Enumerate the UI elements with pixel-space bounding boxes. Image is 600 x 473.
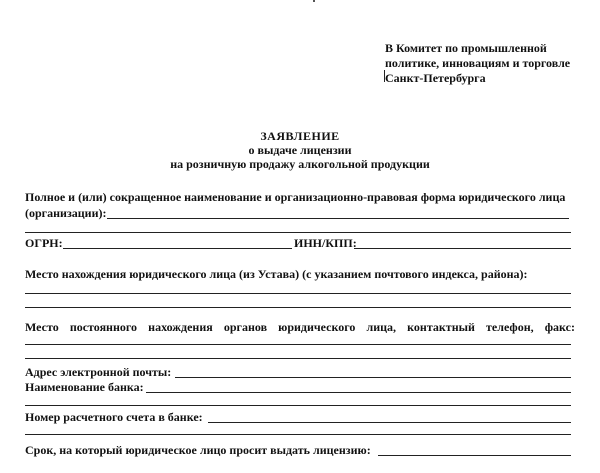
legal-address-field-line-1[interactable] [25,293,571,294]
bodies-location-field-line-1[interactable] [25,344,571,345]
org-name-label-2: (организации): [25,206,107,220]
bodies-location-label: Место постоянного нахождения органов юридического лица, контактный телефон, факс: [25,320,575,334]
document-title: ЗАЯВЛЕНИЕ [260,129,340,143]
bodies-location-field-line-2[interactable] [25,358,571,359]
org-name-label-1: Полное и (или) сокращенное наименование и организационно-правовая форма юридического лица [25,190,566,204]
ogrn-label: ОГРН: [25,236,63,250]
ogrn-field[interactable] [63,248,292,249]
legal-address-label: Место нахождения юридического лица (из Устава) (с указанием почтового индекса, района): [25,267,528,281]
recipient-line-1: В Комитет по промышленной [385,41,547,55]
document-subtitle-2: на розничную продажу алкогольной продукции [170,157,430,171]
top-tick-mark [313,0,315,2]
account-field[interactable] [208,422,571,423]
recipient-line-3: Санкт-Петербурга [385,71,486,85]
account-label: Номер расчетного счета в банке: [25,410,203,424]
inn-kpp-field[interactable] [354,248,571,249]
bank-name-label: Наименование банка: [25,380,144,394]
bank-name-field[interactable] [146,392,571,393]
email-label: Адрес электронной почты: [25,365,172,379]
text-cursor [384,70,385,82]
org-name-field-line-2[interactable] [25,232,571,233]
recipient-block [385,41,595,86]
document-subtitle-1: о выдаче лицензии [248,143,352,157]
email-field[interactable] [175,377,571,378]
term-label: Срок, на который юридическое лицо просит выдать лицензию: [25,443,371,457]
bank-name-field-line-2[interactable] [25,405,571,406]
recipient-line-2: политике, инновациям и торговле [385,56,571,70]
legal-address-field-line-2[interactable] [25,307,571,308]
inn-kpp-label: ИНН/КПП: [294,236,357,250]
term-field[interactable] [378,455,571,456]
account-field-line-2[interactable] [25,434,571,435]
org-name-field[interactable] [107,218,569,219]
